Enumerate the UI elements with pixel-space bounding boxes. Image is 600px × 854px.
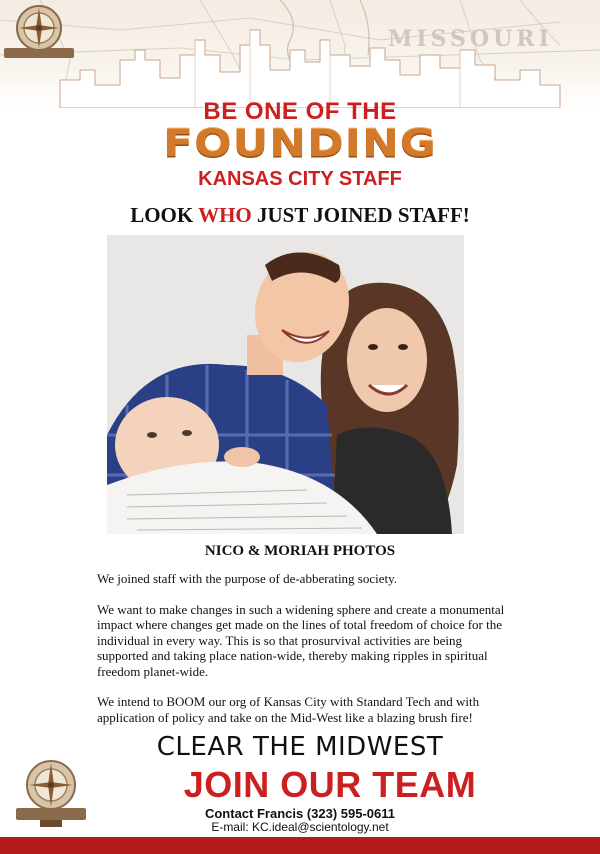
family-photo-illustration — [107, 235, 464, 534]
headline-part-2: JUST JOINED STAFF! — [251, 203, 470, 227]
founding-title: FOUNDING — [163, 121, 437, 166]
photo-caption: NICO & MORIAH PHOTOS — [204, 543, 396, 559]
compass-emblem-icon — [0, 0, 78, 62]
headline-who: WHO — [198, 203, 252, 227]
staff-photo — [107, 235, 464, 534]
header-banner — [0, 0, 600, 108]
footer-bar — [0, 837, 600, 854]
join-team-heading: JOIN OUR TEAM — [183, 764, 477, 805]
joined-staff-headline — [0, 203, 600, 228]
founding-line-1: BE ONE OF THE — [203, 98, 397, 125]
map-state-label: MISSOURI — [388, 26, 553, 52]
body-text — [97, 571, 507, 740]
paragraph-2: We want to make changes in such a widening sphere and create a monumental impact where changes get made on the lines of total freedom of choice for the individual in every way. This is so that prosurvival activities are being supported and taking place nation-wide, thereby making ripples in spiritual freedom planet-wide. — [97, 601, 505, 679]
clear-midwest-heading: CLEAR THE MIDWEST — [156, 732, 444, 762]
map-skyline-graphic — [0, 0, 600, 108]
headline-part-1: LOOK — [130, 203, 199, 227]
contact-phone: Contact Francis (323) 595-0611 — [204, 806, 396, 821]
paragraph-1: We joined staff with the purpose of de-abberating society. — [97, 571, 398, 586]
contact-email[interactable]: E-mail: KC.ideal@scientology.net — [211, 820, 389, 834]
paragraph-3: We intend to BOOM our org of Kansas City with Standard Tech and with application of policy and take on the Mid-West like a blazing brush fire! — [97, 694, 480, 725]
founding-line-3: KANSAS CITY STAFF — [198, 168, 402, 190]
